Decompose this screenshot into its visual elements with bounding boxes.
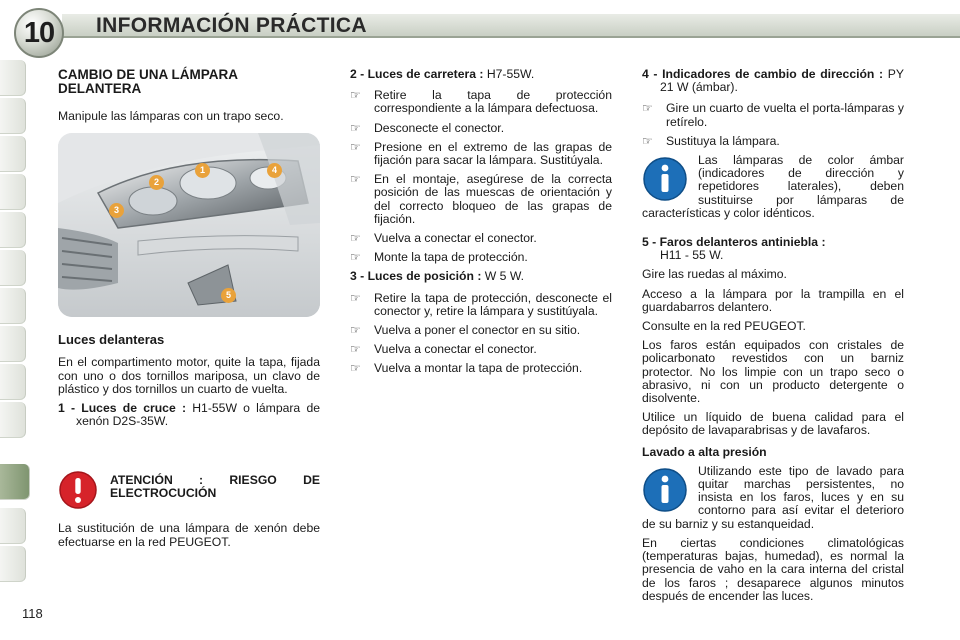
item-3-steps [350,292,612,376]
pointer-icon: ☞ [350,231,361,246]
chapter-tab[interactable] [0,288,26,324]
list-item: ☞ Sustituya la lámpara. [642,133,780,148]
paragraph: Gire las ruedas al máximo. [642,267,787,282]
intro-text: Manipule las lámparas con un trapo seco. [58,109,284,123]
item-4-steps [642,102,904,148]
chapter-tab[interactable] [0,98,26,134]
callout-3: 3 [109,203,124,218]
info-block-lavado [642,465,904,537]
item-3 [350,270,612,283]
page-title: INFORMACIÓN PRÁCTICA [96,14,367,37]
item-2-steps [350,89,612,264]
list-item: ☞ Retire la tapa de protección, desconecte el conector y, retire la lámpara y sustitúyala. [350,290,612,318]
list-item: ☞ Gire un cuarto de vuelta el porta-lámparas y retírelo. [642,101,904,129]
list-item: ☞ Presione en el extremo de las grapas de fijación para sacar la lámpara. Sustitúyala. [350,139,612,168]
chapter-tab[interactable] [0,250,26,286]
callout-1: 1 [195,163,210,178]
pointer-icon: ☞ [350,361,361,376]
list-item: ☞ Vuelva a conectar el conector. [350,342,537,357]
info-icon [642,467,688,513]
item-2-label: 2 - Luces de carretera : [350,67,484,81]
item-4-label: 4 - Indicadores de cambio de dirección : [642,67,884,81]
list-item: ☞ Retire la tapa de protección correspondiente a la lámpara defectuosa. [350,88,612,116]
item-1 [58,402,320,428]
pointer-icon: ☞ [642,101,653,116]
item-3-value: W 5 W. [481,269,525,284]
section-title: CAMBIO DE UNA LÁMPARA DELANTERA [58,67,238,96]
chapter-tab[interactable] [0,212,26,248]
pointer-icon: ☞ [350,290,361,305]
pointer-icon: ☞ [350,342,361,357]
chapter-number: 10 [23,16,55,49]
luces-title: Luces delanteras [58,332,165,348]
headlamp-photo [58,133,320,317]
final-text: En ciertas condiciones climatológicas (temperaturas bajas, humedad), es normal la presencia de vaho en la cara interna del cristal de los faros ; desaparece algunos minutos después de encender las luces. [642,535,904,603]
list-item: ☞ Vuelva a montar la tapa de protección. [350,361,583,376]
column-left [58,68,320,555]
pointer-icon: ☞ [350,323,361,338]
pointer-icon: ☞ [350,250,361,265]
column-middle [350,68,612,382]
item-5-value: H11 - 55 W. [660,248,724,263]
chapter-tab[interactable] [0,402,26,438]
headlamp-illustration [58,133,320,317]
list-item: ☞ Vuelva a conectar el conector. [350,231,537,246]
list-item: ☞ En el montaje, asegúrese de la correcta posición de las muescas de orientación y del correcto bloqueo de las grapas de fijación. [350,172,612,226]
list-item: ☞ Desconecte el conector. [350,120,505,135]
page-number: 118 [22,606,43,621]
chapter-tab[interactable] [0,174,26,210]
item-5 [642,236,904,262]
paragraph: Consulte en la red PEUGEOT. [642,319,806,334]
item-2-value: H7-55W. [483,67,535,81]
warning-title: ATENCIÓN : RIESGO DE ELECTROCUCIÓN [110,473,320,501]
column-right [642,68,904,609]
chapter-tab[interactable] [0,546,26,582]
pointer-icon: ☞ [350,88,361,103]
callout-5: 5 [221,288,236,303]
pointer-icon: ☞ [350,120,361,135]
item-3-label: 3 - Luces de posición : [350,269,482,284]
luces-text: En el compartimento motor, quite la tapa, fijada con uno o dos tornillos mariposa, un clavo de plástico y dos tornillos un cuarto de vuelta. [58,355,320,396]
chapter-badge [14,8,64,58]
info-text-lavado: Utilizando este tipo de lavado para quitar marchas persistentes, no insista en los faros, luces y en su contorno para así evitar el deterioro de su barniz y su estanqueidad. [642,463,904,531]
callout-2: 2 [149,175,164,190]
chapter-tab-active[interactable] [0,464,30,500]
item-1-label: 1 - Luces de cruce : [58,401,187,416]
item-5-label: 5 - Faros delanteros antiniebla : [642,235,826,250]
pointer-icon: ☞ [642,133,653,148]
item-2 [350,68,612,81]
chapter-tab[interactable] [0,136,26,172]
warning-icon [58,470,98,510]
callout-4: 4 [267,163,282,178]
chapter-tabs [0,60,30,580]
info-block-amber [642,154,904,226]
lavado-title: Lavado a alta presión [642,444,767,459]
pointer-icon: ☞ [350,139,361,154]
list-item: ☞ Monte la tapa de protección. [350,250,528,265]
chapter-tab[interactable] [0,326,26,362]
chapter-tab[interactable] [0,60,26,96]
pointer-icon: ☞ [350,172,361,187]
paragraph: Los faros están equipados con cristales de policarbonato revestidos con un barniz protector. No los limpie con un trapo seco o abrasivo, ni con un producto detergente o disolvente. [642,338,904,406]
list-item: ☞ Vuelva a poner el conector en su sitio. [350,323,581,338]
paragraph: Acceso a la lámpara por la trampilla en el guardabarros delantero. [642,286,904,314]
item-4-value: PY 21 W (ámbar). [660,67,904,95]
item-1-value: H1-55W o lámpara de xenón D2S-35W. [76,401,320,429]
item-4 [642,68,904,94]
chapter-tab[interactable] [0,508,26,544]
warning-text: La sustitución de una lámpara de xenón debe efectuarse en la red PEUGEOT. [58,521,320,549]
info-text-amber: Las lámparas de color ámbar (indicadores de dirección y repetidores laterales), deben sustituirse por lámparas de características y color idénticos. [642,153,904,220]
paragraph: Utilice un líquido de buena calidad para el depósito de lavaparabrisas y de lavafaros. [642,410,904,438]
chapter-tab[interactable] [0,364,26,400]
warning-block [58,470,320,518]
info-icon [642,156,688,202]
